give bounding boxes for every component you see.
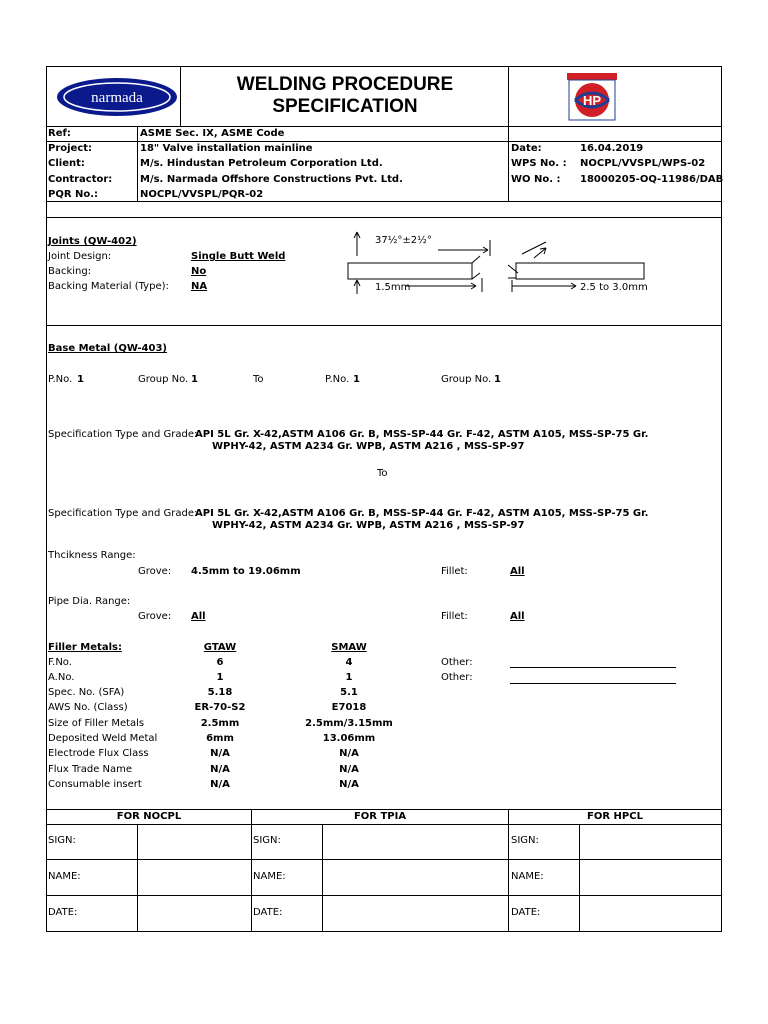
filler-row-gtaw: N/A	[210, 748, 230, 759]
filler-row-label: Deposited Weld Metal	[48, 733, 158, 744]
backing-value: No	[191, 266, 207, 277]
nocpl-sign-label: SIGN:	[48, 835, 76, 846]
nocpl-date-label: DATE:	[48, 907, 78, 918]
frame-left	[46, 66, 47, 932]
bevel-angle-label: 37½°±2½°	[375, 235, 432, 246]
filler-row-label: Flux Trade Name	[48, 764, 133, 775]
date-value: 16.04.2019	[580, 143, 644, 154]
backing-material-label: Backing Material (Type):	[48, 281, 169, 292]
filler-col-smaw: SMAW	[331, 642, 367, 653]
info-col-divider	[137, 126, 138, 202]
joint-design-value: Single Butt Weld	[191, 251, 286, 262]
joint-design-label: Joint Design:	[48, 251, 112, 262]
spec2-value-line2: WPHY-42, ASTM A234 Gr. WPB, ASTM A216 , MSS-SP-97	[212, 520, 525, 531]
info-col-divider-right	[508, 126, 509, 202]
backing-material-value: NA	[191, 281, 208, 292]
client-label: Client:	[48, 158, 85, 169]
wo-value: 18000205-OQ-11986/DAB	[580, 174, 724, 185]
joints-heading: Joints (QW-402)	[48, 236, 137, 247]
filler-row-label: Spec. No. (SFA)	[48, 687, 125, 698]
frame-right	[721, 66, 722, 932]
spec-label: Specification Type and Grade:	[48, 429, 198, 440]
to-middle: To	[377, 468, 388, 479]
signoff-rule-header	[46, 824, 722, 825]
project-value: 18" Valve installation mainline	[140, 143, 313, 154]
filler-row-label: Consumable insert	[48, 779, 142, 790]
tpia-sign-label: SIGN:	[253, 835, 281, 846]
filler-row-label: F.No.	[48, 657, 72, 668]
group-value: 1	[191, 374, 198, 385]
hp-logo	[566, 72, 618, 122]
root-gap-label: 2.5 to 3.0mm	[580, 282, 648, 293]
pqr-label: PQR No.:	[48, 189, 99, 200]
thickness-grove-value: 4.5mm to 19.06mm	[191, 566, 301, 577]
signoff-col-nocpl: FOR NOCPL	[116, 811, 182, 822]
filler-row-smaw: N/A	[339, 764, 359, 775]
project-label: Project:	[48, 143, 93, 154]
pipe-grove-value: All	[191, 611, 206, 622]
pipe-grove-label: Grove:	[138, 611, 172, 622]
filler-row-smaw: N/A	[339, 748, 359, 759]
signoff-rule-bottom	[46, 931, 722, 932]
thickness-fillet-value: All	[510, 566, 525, 577]
info-rule-spacer	[46, 217, 722, 218]
filler-heading: Filler Metals:	[48, 642, 122, 653]
root-face-label: 1.5mm	[375, 282, 411, 293]
spec2-label: Specification Type and Grade:	[48, 508, 198, 519]
filler-col-gtaw: GTAW	[203, 642, 237, 653]
info-rule-1	[46, 141, 722, 142]
spec2-value-line1: API 5L Gr. X-42,ASTM A106 Gr. B, MSS-SP-44 Gr. F-42, ASTM A105, MSS-SP-75 Gr.	[195, 508, 649, 519]
signoff-col-hpcl: FOR HPCL	[587, 811, 643, 822]
filler-row-gtaw: N/A	[210, 779, 230, 790]
filler-row-label: A.No.	[48, 672, 75, 683]
date-label: Date:	[511, 143, 542, 154]
page-title-line2: SPECIFICATION	[272, 96, 418, 117]
header-bottom-rule	[46, 126, 722, 127]
wps-value: NOCPL/VVSPL/WPS-02	[580, 158, 706, 169]
filler-row-label: AWS No. (Class)	[48, 702, 128, 713]
thickness-grove-label: Grove:	[138, 566, 172, 577]
filler-row-gtaw: ER-70-S2	[194, 702, 246, 713]
hpcl-date-label: DATE:	[511, 907, 541, 918]
signoff-rule-1	[46, 859, 722, 860]
signoff-sub-divider-1	[137, 824, 138, 931]
ref-label: Ref:	[48, 128, 71, 139]
filler-row-smaw: 5.1	[340, 687, 358, 698]
hpcl-sign-label: SIGN:	[511, 835, 539, 846]
filler-row-gtaw: 5.18	[207, 687, 233, 698]
signoff-rule-2	[46, 895, 722, 896]
filler-row-label: Electrode Flux Class	[48, 748, 149, 759]
spec-value-line2: WPHY-42, ASTM A234 Gr. WPB, ASTM A216 , MSS-SP-97	[212, 441, 525, 452]
other-label-1: Other:	[441, 657, 473, 668]
pipe-fillet-label: Fillet:	[441, 611, 468, 622]
filler-row-smaw: E7018	[331, 702, 367, 713]
spec-value-line1: API 5L Gr. X-42,ASTM A106 Gr. B, MSS-SP-44 Gr. F-42, ASTM A105, MSS-SP-75 Gr.	[195, 429, 649, 440]
signoff-col-divider-1	[251, 809, 252, 931]
other-label-2: Other:	[441, 672, 473, 683]
filler-row-smaw: N/A	[339, 779, 359, 790]
filler-row-gtaw: 6	[216, 657, 224, 668]
hpcl-name-label: NAME:	[511, 871, 544, 882]
group-label: Group No.	[138, 374, 189, 385]
thickness-fillet-label: Fillet:	[441, 566, 468, 577]
signoff-col-tpia: FOR TPIA	[353, 811, 407, 822]
filler-row-gtaw: 2.5mm	[200, 718, 240, 729]
pno2-value: 1	[353, 374, 360, 385]
signoff-rule-top	[46, 809, 722, 810]
narmada-logo	[55, 76, 179, 118]
client-value: M/s. Hindustan Petroleum Corporation Ltd.	[140, 158, 383, 169]
pqr-value: NOCPL/VVSPL/PQR-02	[140, 189, 264, 200]
ref-value: ASME Sec. IX, ASME Code	[140, 128, 285, 139]
pno2-label: P.No.	[325, 374, 350, 385]
pipe-dia-label: Pipe Dia. Range:	[48, 596, 131, 607]
nocpl-name-label: NAME:	[48, 871, 81, 882]
base-metal-heading: Base Metal (QW-403)	[48, 343, 168, 354]
filler-row-label: Size of Filler Metals	[48, 718, 145, 729]
narmada-logo-text: narmada	[91, 90, 143, 106]
thickness-label: Thcikness Range:	[48, 550, 136, 561]
hp-logo-text: HP	[582, 93, 602, 108]
wo-label: WO No. :	[511, 174, 561, 185]
pno-label: P.No.	[48, 374, 73, 385]
backing-label: Backing:	[48, 266, 92, 277]
page-title-line1: WELDING PROCEDURE	[236, 74, 454, 95]
signoff-sub-divider-2	[322, 824, 323, 931]
filler-row-smaw: 4	[345, 657, 353, 668]
group2-label: Group No.	[441, 374, 492, 385]
tpia-date-label: DATE:	[253, 907, 283, 918]
other-blank-1	[510, 667, 676, 668]
filler-row-gtaw: N/A	[210, 764, 230, 775]
signoff-col-divider-2	[508, 809, 509, 931]
tpia-name-label: NAME:	[253, 871, 286, 882]
filler-row-smaw: 13.06mm	[322, 733, 376, 744]
signoff-sub-divider-3	[579, 824, 580, 931]
filler-row-gtaw: 6mm	[206, 733, 234, 744]
frame-top	[46, 66, 722, 67]
contractor-label: Contractor:	[48, 174, 113, 185]
pipe-fillet-value: All	[510, 611, 525, 622]
filler-row-smaw: 1	[345, 672, 353, 683]
info-rule-bottom	[46, 201, 722, 202]
wps-label: WPS No. :	[511, 158, 567, 169]
contractor-value: M/s. Narmada Offshore Constructions Pvt. Ltd.	[140, 174, 403, 185]
group2-value: 1	[494, 374, 501, 385]
filler-row-smaw: 2.5mm/3.15mm	[305, 718, 393, 729]
joints-rule-bottom	[46, 325, 722, 326]
pno-value: 1	[77, 374, 84, 385]
to-label: To	[253, 374, 264, 385]
other-blank-2	[510, 683, 676, 684]
filler-row-gtaw: 1	[216, 672, 224, 683]
